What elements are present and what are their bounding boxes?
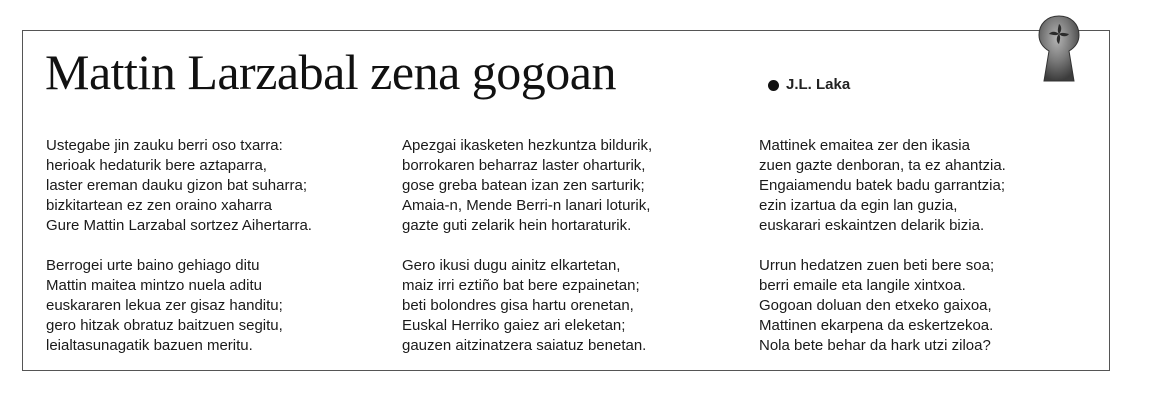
poem-line: Euskal Herriko gaiez ari eleketan; [402,317,626,334]
poem-line: Apezgai ikasketen hezkuntza bildurik, [402,137,653,154]
author-name: J.L. Laka [786,76,851,93]
poem-line: Gero ikusi dugu ainitz elkartetan, [402,257,621,274]
poem-line: Mattinen ekarpena da eskertzekoa. [759,317,994,334]
poem-line: euskarari eskaintzen delarik bizia. [759,217,985,234]
poem-line: gazte guti zelarik hein hortaraturik. [402,217,632,234]
poem-line: Ustegabe jin zauku berri oso txarra: [46,137,283,154]
poem-line: Mattin maitea mintzo nuela aditu [46,277,262,294]
poem-line: Berrogei urte baino gehiago ditu [46,257,260,274]
poem-line: Urrun hedatzen zuen beti bere soa; [759,257,995,274]
poem-stanza [402,136,652,236]
poem-line: berri emaile eta langile xintxoa. [759,277,966,294]
poem-stanza [759,136,1006,236]
poem-stanza [759,256,1006,356]
poem-column-3 [759,136,1006,376]
poem-column-1 [46,136,312,376]
poem-column-2 [402,136,652,376]
poem-line: borrokaren beharraz laster oharturik, [402,157,646,174]
poem-line: herioak hedaturik bere aztaparra, [46,157,267,174]
poem-line: gero hitzak obratuz baitzuen segitu, [46,317,283,334]
poem-line: zuen gazte denboran, ta ez ahantzia. [759,157,1006,174]
poem-line: leialtasunagatik bazuen meritu. [46,337,253,354]
poem-stanza [402,256,652,356]
keyhole-emblem-icon [1034,14,1084,84]
poem-line: maiz irri eztiño bat bere ezpainetan; [402,277,640,294]
poem-line: bizkitartean ez zen oraino xaharra [46,197,272,214]
byline [768,76,850,94]
poem-line: euskararen lekua zer gisaz handitu; [46,297,283,314]
poem-line: gauzen aitzinatzera saiatuz benetan. [402,337,647,354]
bullet-icon [768,80,779,91]
poem-line: laster ereman dauku gizon bat suharra; [46,177,307,194]
poem-line: gose greba batean izan zen sarturik; [402,177,645,194]
poem-stanza [46,256,312,356]
poem-line: beti bolondres gisa hartu orenetan, [402,297,634,314]
poem-line: Amaia-n, Mende Berri-n lanari loturik, [402,197,651,214]
poem-line: ezin izartua da egin lan guzia, [759,197,958,214]
article-title: Mattin Larzabal zena gogoan [45,44,616,100]
poem-stanza [46,136,312,236]
poem-line: Mattinek emaitea zer den ikasia [759,137,970,154]
poem-line: Engaiamendu batek badu garrantzia; [759,177,1006,194]
poem-line: Gure Mattin Larzabal sortzez Aihertarra. [46,217,312,234]
poem-line: Gogoan doluan den etxeko gaixoa, [759,297,992,314]
poem-line: Nola bete behar da hark utzi ziloa? [759,337,991,354]
